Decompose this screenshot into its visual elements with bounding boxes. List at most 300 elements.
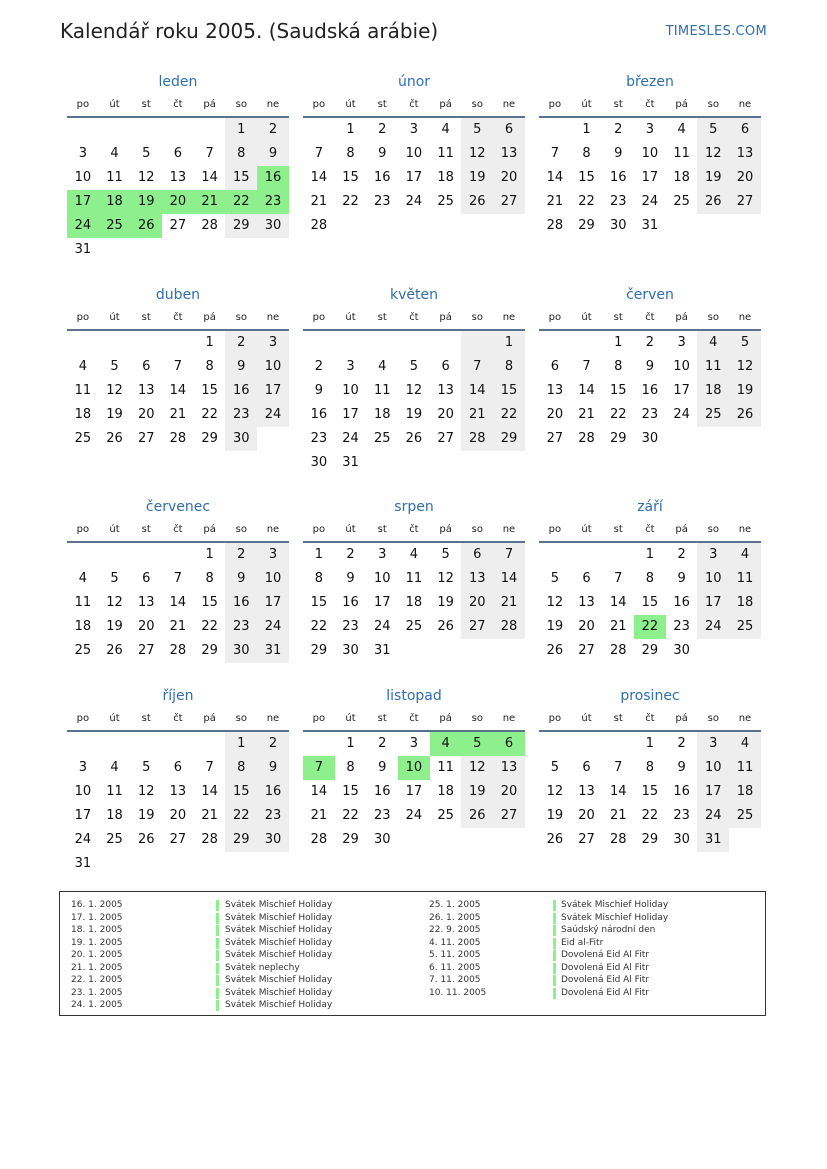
day-cell: 14 <box>169 383 187 398</box>
day-cell: 17 <box>405 170 423 185</box>
day-cell: 3 <box>78 760 87 775</box>
month-name: říjen <box>162 688 194 704</box>
day-cell: 18 <box>106 808 123 823</box>
day-cell: 24 <box>405 194 423 209</box>
weekday-label: út <box>581 524 592 535</box>
weekday-label: st <box>141 524 151 535</box>
weekday-header <box>67 520 289 539</box>
day-cell: 29 <box>310 643 328 658</box>
day-cell: 16 <box>257 780 289 804</box>
weekday-label: ne <box>738 713 752 724</box>
day-cell: 7 <box>173 359 183 374</box>
day-cell: 16 <box>673 595 690 610</box>
day-cell: 29 <box>225 828 257 852</box>
day-cell: 14 <box>461 379 493 403</box>
weekday-header <box>303 95 525 114</box>
day-cell: 3 <box>697 732 729 756</box>
day-cell: 23 <box>342 619 359 634</box>
day-cell: 5 <box>550 760 559 775</box>
day-cell: 16 <box>342 595 359 610</box>
legend-holiday-name: Eid al-Fitr <box>561 937 604 948</box>
month-block <box>67 497 289 663</box>
day-cell: 10 <box>373 571 391 586</box>
day-cell: 15 <box>609 383 627 398</box>
day-cell: 20 <box>437 407 454 422</box>
day-cell: 2 <box>257 732 289 756</box>
weekday-label: st <box>377 524 387 535</box>
day-cell: 15 <box>201 595 218 610</box>
day-cell: 4 <box>78 359 87 374</box>
day-cell: 23 <box>257 804 289 828</box>
weekday-label: pá <box>439 312 452 323</box>
day-cell: 24 <box>697 615 729 639</box>
day-cell: 14 <box>310 784 328 799</box>
day-cell: 25 <box>729 804 761 828</box>
month-block <box>303 72 525 238</box>
holiday-day: 18 <box>99 190 131 214</box>
holiday-day: 17 <box>67 190 99 214</box>
day-cell: 20 <box>137 619 155 634</box>
day-cell: 14 <box>493 567 525 591</box>
day-cell: 14 <box>609 784 627 799</box>
day-cell: 19 <box>137 808 155 823</box>
day-cell: 7 <box>493 543 525 567</box>
weekday-label: čt <box>409 524 419 535</box>
weekday-label: ne <box>738 524 752 535</box>
legend-entry <box>429 924 759 937</box>
empty-cell <box>67 732 99 756</box>
day-grid <box>67 732 289 876</box>
month-name: listopad <box>386 688 442 704</box>
weekday-label: út <box>581 713 592 724</box>
day-cell: 20 <box>493 166 525 190</box>
day-cell: 18 <box>373 407 391 422</box>
weekday-label: út <box>345 524 356 535</box>
legend-date: 19. 1. 2005 <box>71 937 123 948</box>
day-cell: 7 <box>582 359 591 374</box>
day-cell: 21 <box>609 619 627 634</box>
weekday-label: ne <box>266 312 280 323</box>
day-cell: 1 <box>205 547 214 562</box>
day-cell: 4 <box>697 331 729 355</box>
day-cell: 25 <box>729 615 761 639</box>
day-cell: 28 <box>310 832 328 847</box>
legend-entry <box>429 987 759 1000</box>
day-cell: 31 <box>74 242 92 257</box>
day-cell: 5 <box>550 571 559 586</box>
day-cell: 19 <box>106 619 123 634</box>
day-cell: 17 <box>697 780 729 804</box>
day-cell: 10 <box>257 355 289 379</box>
weekday-header <box>303 308 525 327</box>
weekday-label: út <box>109 99 120 110</box>
day-cell: 14 <box>609 595 627 610</box>
day-cell: 11 <box>74 595 92 610</box>
day-cell: 28 <box>609 832 627 847</box>
legend-holiday-name: Svátek Mischief Holiday <box>561 912 669 923</box>
day-cell: 22 <box>493 403 525 427</box>
legend-date: 4. 11. 2005 <box>429 937 481 948</box>
weekday-label: út <box>581 312 592 323</box>
weekday-label: so <box>471 312 483 323</box>
day-cell: 5 <box>441 547 450 562</box>
day-cell: 13 <box>169 170 187 185</box>
day-cell: 1 <box>225 732 257 756</box>
day-cell: 4 <box>78 571 87 586</box>
day-cell: 15 <box>201 383 218 398</box>
day-cell: 11 <box>729 567 761 591</box>
day-cell: 17 <box>257 591 289 615</box>
day-cell: 25 <box>74 643 92 658</box>
day-cell: 9 <box>645 359 655 374</box>
weekday-label: st <box>377 713 387 724</box>
month-name: prosinec <box>620 688 680 704</box>
day-cell: 18 <box>697 379 729 403</box>
day-cell: 11 <box>106 170 123 185</box>
day-cell: 26 <box>546 832 564 847</box>
legend-date: 17. 1. 2005 <box>71 912 123 923</box>
empty-cell <box>303 331 335 355</box>
legend-date: 5. 11. 2005 <box>429 950 481 960</box>
legend-date: 6. 11. 2005 <box>429 962 481 973</box>
day-cell: 27 <box>493 804 525 828</box>
weekday-label: čt <box>645 524 655 535</box>
day-cell: 19 <box>461 780 493 804</box>
day-cell: 7 <box>205 146 214 161</box>
day-cell: 31 <box>74 856 92 871</box>
day-cell: 8 <box>225 142 257 166</box>
legend-date: 21. 1. 2005 <box>71 962 123 973</box>
empty-cell <box>539 732 571 756</box>
day-cell: 24 <box>257 615 289 639</box>
day-cell: 17 <box>257 379 289 403</box>
day-cell: 4 <box>729 543 761 567</box>
day-cell: 14 <box>546 170 564 185</box>
day-cell: 9 <box>378 146 387 161</box>
weekday-label: út <box>109 312 120 323</box>
day-cell: 30 <box>673 643 690 658</box>
day-cell: 4 <box>110 760 119 775</box>
day-cell: 8 <box>645 760 655 775</box>
empty-cell <box>539 543 571 567</box>
day-cell: 2 <box>614 122 623 137</box>
holiday-day: 5 <box>461 732 493 756</box>
legend-entry <box>71 999 411 1012</box>
empty-cell <box>67 118 99 142</box>
day-cell: 22 <box>609 407 627 422</box>
day-cell: 27 <box>546 431 564 446</box>
day-grid <box>303 331 525 475</box>
day-cell: 9 <box>314 383 323 398</box>
day-cell: 5 <box>697 118 729 142</box>
month-name: červenec <box>145 499 211 515</box>
weekday-label: so <box>235 713 247 724</box>
weekday-label: st <box>613 713 623 724</box>
day-cell: 28 <box>461 427 493 451</box>
day-cell: 13 <box>137 383 155 398</box>
day-cell: 2 <box>378 122 387 137</box>
day-cell: 23 <box>609 194 627 209</box>
weekday-label: pá <box>675 312 688 323</box>
weekday-label: ne <box>738 312 752 323</box>
month-name: květen <box>390 287 438 303</box>
weekday-label: čt <box>173 713 183 724</box>
day-cell: 31 <box>697 828 729 852</box>
day-cell: 12 <box>137 170 155 185</box>
day-cell: 1 <box>205 335 214 350</box>
holiday-color-marker <box>216 988 219 999</box>
weekday-label: so <box>235 312 247 323</box>
day-cell: 4 <box>729 732 761 756</box>
day-cell: 11 <box>673 146 690 161</box>
day-cell: 4 <box>110 146 119 161</box>
holiday-color-marker <box>553 950 556 961</box>
weekday-label: čt <box>409 99 419 110</box>
day-cell: 7 <box>173 571 183 586</box>
day-cell: 20 <box>169 808 187 823</box>
weekday-label: čt <box>409 713 419 724</box>
day-cell: 22 <box>201 619 218 634</box>
day-cell: 24 <box>257 403 289 427</box>
day-cell: 2 <box>225 331 257 355</box>
weekday-label: so <box>707 713 719 724</box>
weekday-label: po <box>76 312 90 323</box>
day-cell: 8 <box>346 760 355 775</box>
weekday-label: so <box>235 524 247 535</box>
holiday-color-marker <box>553 975 556 986</box>
day-cell: 21 <box>546 194 564 209</box>
day-cell: 27 <box>137 431 155 446</box>
legend-holiday-name: Svátek neplechy <box>225 962 300 973</box>
day-cell: 26 <box>461 804 493 828</box>
weekday-label: pá <box>439 713 452 724</box>
weekday-label: st <box>141 713 151 724</box>
day-cell: 14 <box>201 170 218 185</box>
day-cell: 26 <box>437 619 454 634</box>
day-cell: 8 <box>225 756 257 780</box>
day-cell: 30 <box>310 455 328 470</box>
day-cell: 30 <box>342 643 359 658</box>
month-block <box>303 285 525 475</box>
weekday-label: pá <box>439 99 452 110</box>
weekday-label: pá <box>203 524 216 535</box>
day-cell: 9 <box>225 567 257 591</box>
empty-cell <box>335 331 367 355</box>
day-cell: 19 <box>546 808 564 823</box>
holiday-day: 19 <box>130 190 162 214</box>
day-cell: 4 <box>378 359 387 374</box>
legend-entry <box>429 937 759 950</box>
day-cell: 1 <box>493 331 525 355</box>
day-cell: 5 <box>142 760 151 775</box>
legend-date: 22. 1. 2005 <box>71 975 123 985</box>
weekday-label: ne <box>502 713 516 724</box>
empty-cell <box>539 331 571 355</box>
day-cell: 30 <box>641 431 659 446</box>
day-grid <box>67 331 289 451</box>
day-cell: 11 <box>729 756 761 780</box>
empty-cell <box>99 732 131 756</box>
day-grid <box>539 331 761 451</box>
month-name: duben <box>155 287 201 303</box>
weekday-label: st <box>377 99 387 110</box>
day-cell: 18 <box>405 595 423 610</box>
day-grid <box>539 118 761 238</box>
day-cell: 8 <box>314 571 323 586</box>
weekday-header <box>67 95 289 114</box>
day-cell: 16 <box>310 407 328 422</box>
holiday-day: 25 <box>99 214 131 238</box>
day-cell: 5 <box>409 359 419 374</box>
legend-holiday-name: Dovolená Eid Al Fitr <box>561 962 649 973</box>
weekday-label: st <box>141 99 151 110</box>
weekday-label: čt <box>645 99 655 110</box>
legend-entry <box>71 962 411 975</box>
day-cell: 13 <box>169 784 187 799</box>
day-cell: 15 <box>578 170 595 185</box>
empty-cell <box>99 118 131 142</box>
day-cell: 26 <box>106 643 123 658</box>
day-cell: 29 <box>641 643 659 658</box>
day-cell: 8 <box>205 571 214 586</box>
weekday-label: so <box>707 524 719 535</box>
day-cell: 15 <box>641 595 659 610</box>
empty-cell <box>571 331 603 355</box>
weekday-label: so <box>471 524 483 535</box>
legend-holiday-name: Svátek Mischief Holiday <box>225 975 333 985</box>
empty-cell <box>130 543 162 567</box>
day-cell: 12 <box>697 142 729 166</box>
weekday-label: st <box>613 312 623 323</box>
day-cell: 30 <box>673 832 690 847</box>
weekday-label: út <box>109 713 120 724</box>
day-cell: 24 <box>673 407 690 422</box>
day-cell: 9 <box>257 756 289 780</box>
day-cell: 5 <box>110 571 119 586</box>
day-cell: 6 <box>461 543 493 567</box>
day-cell: 15 <box>342 170 359 185</box>
weekday-label: st <box>377 312 387 323</box>
day-cell: 13 <box>137 595 155 610</box>
holiday-color-marker <box>216 963 219 974</box>
day-cell: 10 <box>74 784 92 799</box>
day-cell: 22 <box>225 804 257 828</box>
day-cell: 20 <box>578 808 595 823</box>
day-cell: 14 <box>578 383 595 398</box>
day-cell: 31 <box>342 455 359 470</box>
holiday-color-marker <box>553 913 556 924</box>
day-cell: 7 <box>614 571 623 586</box>
holiday-color-marker <box>553 963 556 974</box>
day-cell: 30 <box>257 828 289 852</box>
holiday-color-marker <box>216 925 219 936</box>
day-cell: 29 <box>578 218 595 233</box>
legend-date: 23. 1. 2005 <box>71 987 123 998</box>
month-name: únor <box>397 74 431 90</box>
weekday-label: ne <box>502 99 516 110</box>
day-cell: 10 <box>697 567 729 591</box>
day-grid <box>67 543 289 663</box>
day-cell: 24 <box>697 804 729 828</box>
day-cell: 14 <box>169 595 187 610</box>
day-cell: 18 <box>673 170 690 185</box>
weekday-label: st <box>613 524 623 535</box>
day-cell: 13 <box>493 142 525 166</box>
day-cell: 19 <box>729 379 761 403</box>
day-cell: 16 <box>641 383 659 398</box>
day-cell: 25 <box>373 431 391 446</box>
day-cell: 15 <box>641 784 659 799</box>
brand-link[interactable]: TIMESLES.COM <box>665 24 767 39</box>
day-cell: 31 <box>641 218 659 233</box>
day-cell: 23 <box>641 407 659 422</box>
day-cell: 23 <box>225 403 257 427</box>
day-cell: 10 <box>641 146 659 161</box>
weekday-label: po <box>76 524 90 535</box>
empty-cell <box>162 732 194 756</box>
empty-cell <box>602 543 634 567</box>
day-cell: 21 <box>310 194 328 209</box>
weekday-label: ne <box>266 99 280 110</box>
day-cell: 29 <box>609 431 627 446</box>
day-cell: 28 <box>169 643 187 658</box>
day-cell: 11 <box>697 355 729 379</box>
day-cell: 8 <box>645 571 655 586</box>
day-cell: 8 <box>346 146 355 161</box>
empty-cell <box>67 543 99 567</box>
day-cell: 10 <box>257 567 289 591</box>
weekday-label: pá <box>675 99 688 110</box>
empty-cell <box>99 543 131 567</box>
day-cell: 13 <box>578 595 595 610</box>
empty-cell <box>571 543 603 567</box>
day-cell: 12 <box>437 571 454 586</box>
day-cell: 27 <box>137 643 155 658</box>
month-block <box>303 497 525 663</box>
weekday-label: po <box>548 524 562 535</box>
day-grid <box>303 732 525 852</box>
day-cell: 14 <box>201 784 218 799</box>
month-block <box>303 686 525 852</box>
weekday-header <box>539 308 761 327</box>
day-cell: 28 <box>546 218 564 233</box>
day-cell: 26 <box>137 832 155 847</box>
legend-holiday-name: Dovolená Eid Al Fitr <box>561 975 649 985</box>
day-cell: 7 <box>314 146 323 161</box>
holiday-day: 22 <box>225 190 257 214</box>
legend-holiday-name: Svátek Mischief Holiday <box>225 937 333 948</box>
legend-holiday-name: Saúdský národní den <box>561 925 656 935</box>
day-cell: 2 <box>645 335 655 350</box>
day-cell: 30 <box>373 832 391 847</box>
day-cell: 25 <box>437 194 454 209</box>
empty-cell <box>99 331 131 355</box>
day-cell: 22 <box>201 407 218 422</box>
weekday-header <box>303 709 525 728</box>
legend-holiday-name: Dovolená Eid Al Fitr <box>561 950 649 960</box>
day-cell: 6 <box>441 359 450 374</box>
day-cell: 6 <box>582 571 591 586</box>
day-grid <box>303 543 525 663</box>
day-cell: 31 <box>373 643 391 658</box>
day-cell: 17 <box>74 808 92 823</box>
day-cell: 4 <box>441 122 450 137</box>
weekday-label: po <box>548 312 562 323</box>
day-cell: 22 <box>342 808 359 823</box>
legend-holiday-name: Svátek Mischief Holiday <box>561 900 669 910</box>
month-block <box>67 285 289 451</box>
legend-entry <box>429 962 759 975</box>
